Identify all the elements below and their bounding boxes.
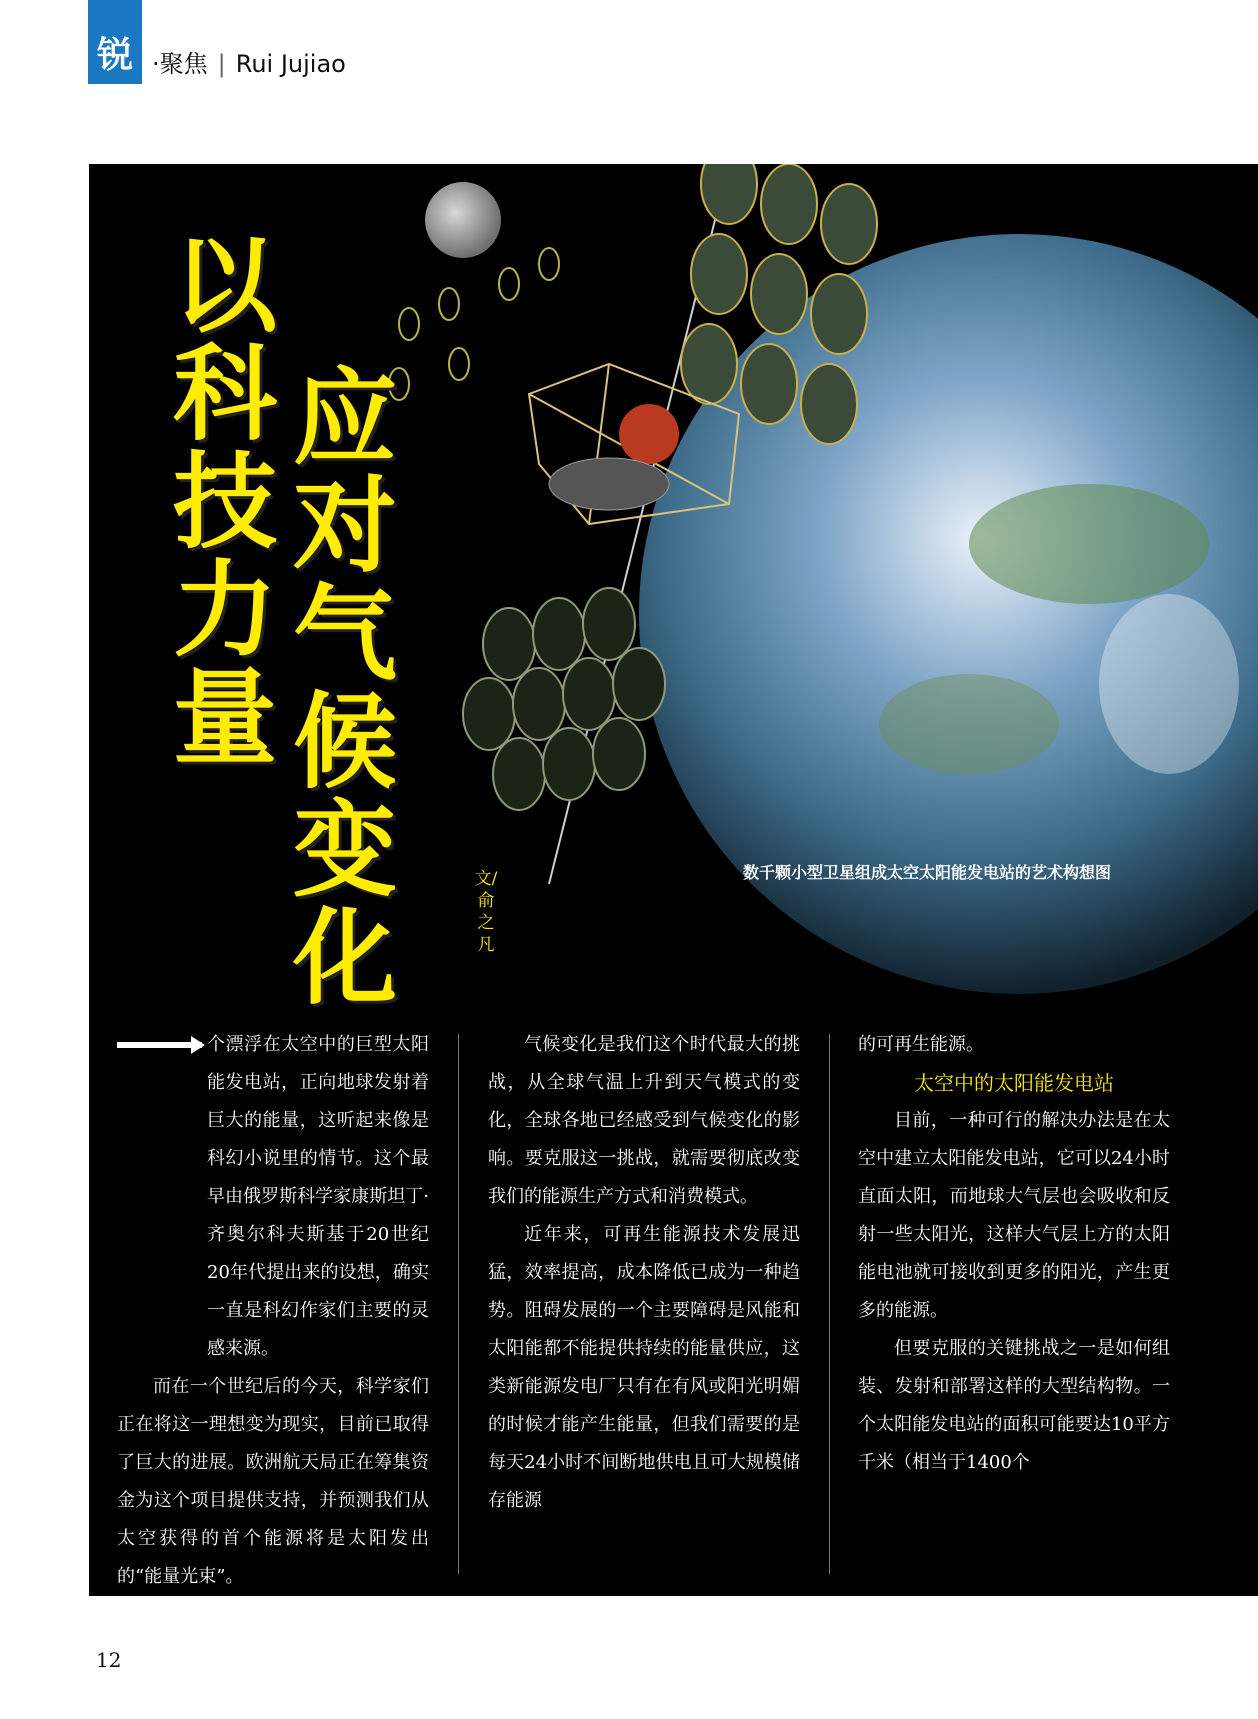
- solar-array-bottom: [463, 588, 665, 810]
- section-text: ·聚焦: [152, 50, 208, 78]
- paragraph: 近年来，可再生能源技术发展迅猛，效率提高，成本降低已成为一种趋势。阻碍发展的一个主要障碍是风能和太阳能都不能提供持续的能量供应，这类新能源发电厂只有在有风或阳光明媚的时候才能产生能量，但我们需要的是每天24小时不间断地供电且可大规模储存能源: [488, 1224, 800, 1511]
- paragraph: 目前，一种可行的解决办法是在太空中建立太阳能发电站，它可以24小时直面太阳，而地球大气层也会吸收和反射一些太阳光，这样大气层上方的太阳能电池就可接收到更多的阳光，产生更多的能源。: [858, 1110, 1170, 1321]
- feature-panel: [89, 164, 1258, 1596]
- section-header: [88, 0, 688, 90]
- paragraph: 但要克服的关键挑战之一是如何组装、发射和部署这样的大型结构物。一个太阳能发电站的面积可能要达10平方千米（相当于1400个: [858, 1338, 1170, 1473]
- image-caption: 数千颗小型卫星组成太空太阳能发电站的艺术构想图: [743, 863, 1112, 882]
- article-column-2: [488, 1026, 800, 1520]
- page-number: 12: [96, 1648, 122, 1672]
- paragraph: 气候变化是我们这个时代最大的挑战，从全球气温上升到天气模式的变化，全球各地已经感受到气候变化的影响。要克服这一挑战，就需要彻底改变我们的能源生产方式和消费模式。: [488, 1034, 800, 1207]
- section-title: [152, 44, 346, 79]
- small-satellites: [389, 248, 559, 400]
- section-badge: 锐: [88, 0, 142, 84]
- column-divider: [458, 1034, 459, 1574]
- paragraph: 而在一个世纪后的今天，科学家们正在将这一理想变为现实，目前已取得了巨大的进展。欧洲航天局正在筹集资金为这个项目提供支持，并预测我们从太空获得的首个能源将是太阳发出的“能量光束”。: [117, 1376, 429, 1587]
- paragraph: 个漂浮在太空中的巨型太阳能发电站，正向地球发射着巨大的能量，这听起来像是科幻小说里的情节。这个最早由俄罗斯科学家康斯坦丁·齐奥尔科夫斯基于20世纪20年代提出来的设想，确实一直是科幻作家们主要的灵感来源。: [207, 1034, 429, 1359]
- paragraph: 的可再生能源。: [858, 1034, 984, 1055]
- column-divider: [829, 1034, 830, 1574]
- moon: [425, 182, 501, 258]
- byline: 文/俞之凡: [474, 869, 498, 955]
- separator: |: [217, 50, 226, 78]
- title-line-1: 以科技力量: [172, 225, 277, 779]
- article-column-3: [858, 1026, 1170, 1482]
- section-en: Rui Jujiao: [235, 50, 346, 78]
- transmitter-core: [619, 404, 679, 464]
- article-column-1: [117, 1026, 429, 1596]
- subheading: 太空中的太阳能发电站: [914, 1071, 1114, 1095]
- title-line-2: 应对气候变化: [292, 357, 397, 1019]
